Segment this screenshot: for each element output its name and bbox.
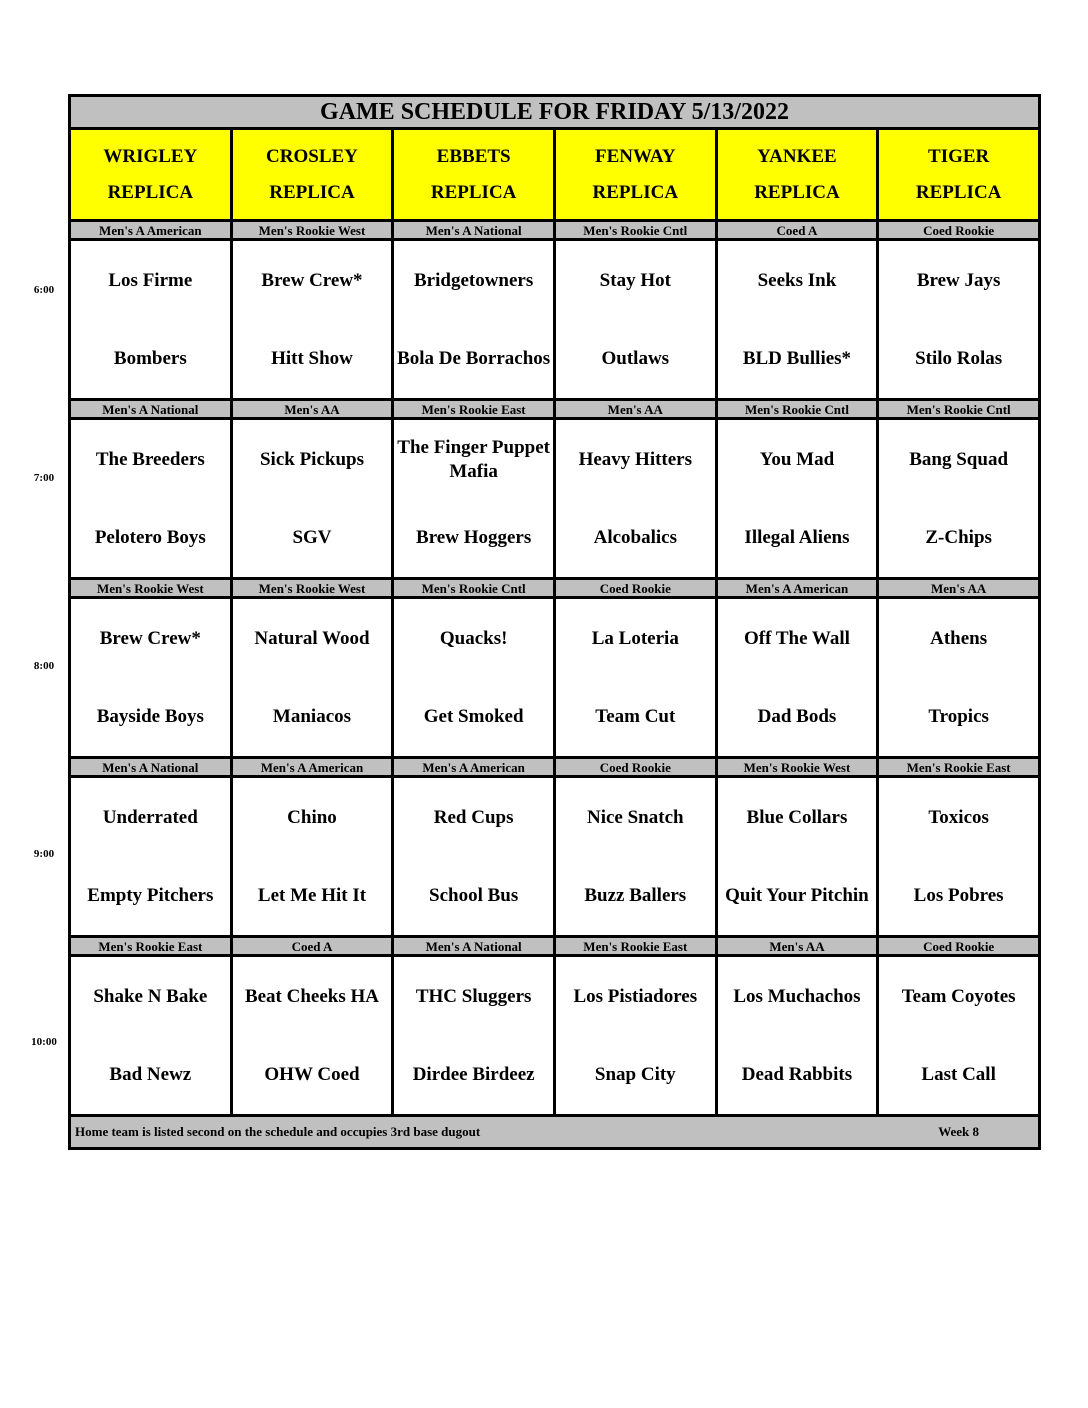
field-name: TIGER	[928, 145, 990, 167]
game-cell	[716, 598, 878, 758]
home-team: Last Call	[921, 1063, 996, 1085]
away-team: Seeks Ink	[757, 269, 837, 291]
away-team: Blue Collars	[746, 806, 848, 828]
league-label: Coed Rookie	[554, 579, 716, 598]
game-cell	[70, 956, 232, 1116]
away-team: Los Pistiadores	[573, 985, 698, 1007]
field-subtitle: REPLICA	[107, 181, 194, 203]
away-team: Heavy Hitters	[578, 448, 693, 470]
field-subtitle: REPLICA	[754, 181, 840, 203]
time-slot-label: 7:00	[33, 472, 55, 484]
away-team: The Breeders	[95, 448, 205, 470]
field-header-wrigley	[70, 129, 232, 221]
game-cell	[716, 240, 878, 400]
league-row	[70, 400, 1040, 419]
field-header-crosley	[231, 129, 393, 221]
home-team: Maniacos	[272, 705, 352, 727]
away-team: Bang Squad	[909, 448, 1009, 470]
field-name: CROSLEY	[266, 145, 358, 167]
away-team: THC Sluggers	[415, 985, 532, 1007]
home-team: Bad Newz	[109, 1063, 192, 1085]
game-cell	[878, 777, 1040, 937]
game-cell	[231, 240, 393, 400]
field-subtitle: REPLICA	[915, 181, 1002, 203]
away-team: Brew Crew*	[99, 627, 201, 649]
away-team: You Mad	[759, 448, 835, 470]
game-cell	[878, 419, 1040, 579]
away-team: La Loteria	[591, 627, 679, 649]
away-team: Shake N Bake	[93, 985, 208, 1007]
game-cell	[716, 956, 878, 1116]
home-team: School Bus	[429, 884, 519, 906]
away-team: Underrated	[102, 806, 198, 828]
game-cell	[554, 956, 716, 1116]
field-header-row	[70, 129, 1040, 221]
league-label: Coed Rookie	[554, 758, 716, 777]
away-team: Sick Pickups	[259, 448, 364, 470]
league-row	[70, 937, 1040, 956]
away-team: Stay Hot	[599, 269, 671, 291]
away-team: Brew Jays	[916, 269, 1001, 291]
field-name: YANKEE	[757, 145, 837, 167]
league-label: Men's A American	[70, 221, 232, 240]
league-label: Men's Rookie West	[231, 579, 393, 598]
home-team: Get Smoked	[423, 705, 524, 727]
league-label: Men's Rookie East	[393, 400, 555, 419]
game-row	[70, 956, 1040, 1116]
game-row	[70, 777, 1040, 937]
league-label: Men's Rookie East	[70, 937, 232, 956]
home-team: Snap City	[594, 1063, 676, 1085]
away-team: Natural Wood	[254, 627, 370, 649]
away-team: Los Firme	[108, 269, 193, 291]
time-slot-label: 6:00	[33, 284, 55, 296]
field-header-ebbets	[393, 129, 555, 221]
home-team: Quit Your Pitchin	[725, 884, 869, 906]
home-team: BLD Bullies*	[742, 347, 852, 369]
away-team: Beat Cheeks HA	[244, 985, 380, 1007]
league-label: Men's AA	[716, 937, 878, 956]
game-cell	[231, 598, 393, 758]
league-label: Coed A	[716, 221, 878, 240]
league-label: Coed A	[231, 937, 393, 956]
field-name: EBBETS	[436, 145, 511, 167]
game-cell	[70, 777, 232, 937]
game-row	[70, 419, 1040, 579]
home-team: Stilo Rolas	[915, 347, 1003, 369]
away-team: Toxicos	[928, 806, 989, 828]
field-name: FENWAY	[595, 145, 676, 167]
away-team: Red Cups	[433, 806, 514, 828]
home-team: Dead Rabbits	[741, 1063, 853, 1085]
league-label: Men's A National	[393, 937, 555, 956]
league-label: Men's A American	[716, 579, 878, 598]
league-label: Men's AA	[554, 400, 716, 419]
home-team: Los Pobres	[913, 884, 1004, 906]
game-row	[70, 240, 1040, 400]
home-team: Tropics	[928, 705, 989, 727]
game-cell	[231, 956, 393, 1116]
home-team: Z-Chips	[925, 526, 992, 548]
away-team: Bridgetowners	[414, 269, 534, 291]
league-label: Men's A National	[70, 400, 232, 419]
game-cell	[554, 419, 716, 579]
league-label: Men's Rookie Cntl	[878, 400, 1040, 419]
league-label: Men's A National	[393, 221, 555, 240]
game-cell	[231, 419, 393, 579]
away-team: Off The Wall	[743, 627, 850, 649]
league-label: Men's Rookie West	[716, 758, 878, 777]
away-team: Quacks!	[439, 627, 508, 649]
home-team: Illegal Aliens	[744, 526, 850, 548]
time-slot-label: 10:00	[31, 1036, 57, 1048]
field-subtitle: REPLICA	[269, 181, 355, 203]
game-cell	[393, 777, 555, 937]
league-row	[70, 579, 1040, 598]
home-team-note: Home team is listed second on the schedule and occupies 3rd base dugout	[75, 1124, 481, 1139]
schedule-title: GAME SCHEDULE FOR FRIDAY 5/13/2022	[70, 96, 1040, 129]
game-cell	[231, 777, 393, 937]
game-cell	[878, 956, 1040, 1116]
league-label: Men's Rookie Cntl	[393, 579, 555, 598]
home-team: Team Cut	[595, 705, 676, 727]
game-row	[70, 598, 1040, 758]
game-cell	[393, 956, 555, 1116]
game-cell	[70, 419, 232, 579]
game-cell	[393, 598, 555, 758]
field-header-yankee	[716, 129, 878, 221]
schedule-table	[68, 94, 1041, 1150]
league-label: Men's AA	[231, 400, 393, 419]
field-header-fenway	[554, 129, 716, 221]
home-team: SGV	[292, 526, 332, 548]
field-subtitle: REPLICA	[430, 181, 517, 203]
away-team: Athens	[930, 627, 988, 649]
league-row	[70, 758, 1040, 777]
away-team: Los Muchachos	[733, 985, 861, 1007]
field-subtitle: REPLICA	[592, 181, 679, 203]
league-label: Men's A American	[393, 758, 555, 777]
home-team: Outlaws	[601, 347, 670, 369]
home-team: Hitt Show	[271, 347, 353, 369]
home-team: Alcobalics	[593, 526, 677, 548]
week-label: Week 8	[938, 1124, 979, 1139]
league-label: Coed Rookie	[878, 221, 1040, 240]
title-row	[70, 96, 1040, 129]
home-team: Dad Bods	[757, 705, 837, 727]
league-label: Men's Rookie Cntl	[716, 400, 878, 419]
time-slot-label: 9:00	[33, 848, 55, 860]
time-slot-label: 8:00	[33, 660, 55, 672]
footer-row	[70, 1116, 1040, 1149]
away-team: Team Coyotes	[901, 985, 1016, 1007]
home-team: Brew Hoggers	[416, 526, 532, 548]
home-team: Bayside Boys	[96, 705, 204, 727]
home-team: Dirdee Birdeez	[412, 1063, 535, 1085]
league-label: Men's AA	[878, 579, 1040, 598]
home-team: Empty Pitchers	[87, 884, 214, 906]
game-cell	[554, 598, 716, 758]
game-cell	[554, 240, 716, 400]
home-team: Buzz Ballers	[584, 884, 687, 906]
away-team: The Finger Puppet Mafia	[397, 436, 550, 482]
league-label: Men's Rookie Cntl	[554, 221, 716, 240]
game-cell	[393, 419, 555, 579]
league-label: Men's Rookie East	[878, 758, 1040, 777]
league-label: Men's Rookie East	[554, 937, 716, 956]
league-label: Men's A American	[231, 758, 393, 777]
home-team: OHW Coed	[264, 1063, 360, 1085]
league-label: Men's Rookie West	[70, 579, 232, 598]
game-cell	[878, 240, 1040, 400]
home-team: Pelotero Boys	[94, 526, 206, 548]
league-row	[70, 221, 1040, 240]
field-name: WRIGLEY	[103, 145, 198, 167]
game-cell	[716, 419, 878, 579]
home-team: Let Me Hit It	[257, 884, 367, 906]
game-cell	[70, 598, 232, 758]
league-label: Coed Rookie	[878, 937, 1040, 956]
league-label: Men's Rookie West	[231, 221, 393, 240]
game-cell	[70, 240, 232, 400]
field-header-tiger	[878, 129, 1040, 221]
away-team: Nice Snatch	[587, 806, 684, 828]
game-cell	[554, 777, 716, 937]
home-team: Bombers	[113, 347, 187, 369]
footer-cell	[70, 1116, 1040, 1149]
game-cell	[393, 240, 555, 400]
league-label: Men's A National	[70, 758, 232, 777]
away-team: Chino	[287, 806, 337, 828]
away-team: Brew Crew*	[261, 269, 363, 291]
game-cell	[716, 777, 878, 937]
game-cell	[878, 598, 1040, 758]
home-team: Bola De Borrachos	[397, 347, 551, 369]
